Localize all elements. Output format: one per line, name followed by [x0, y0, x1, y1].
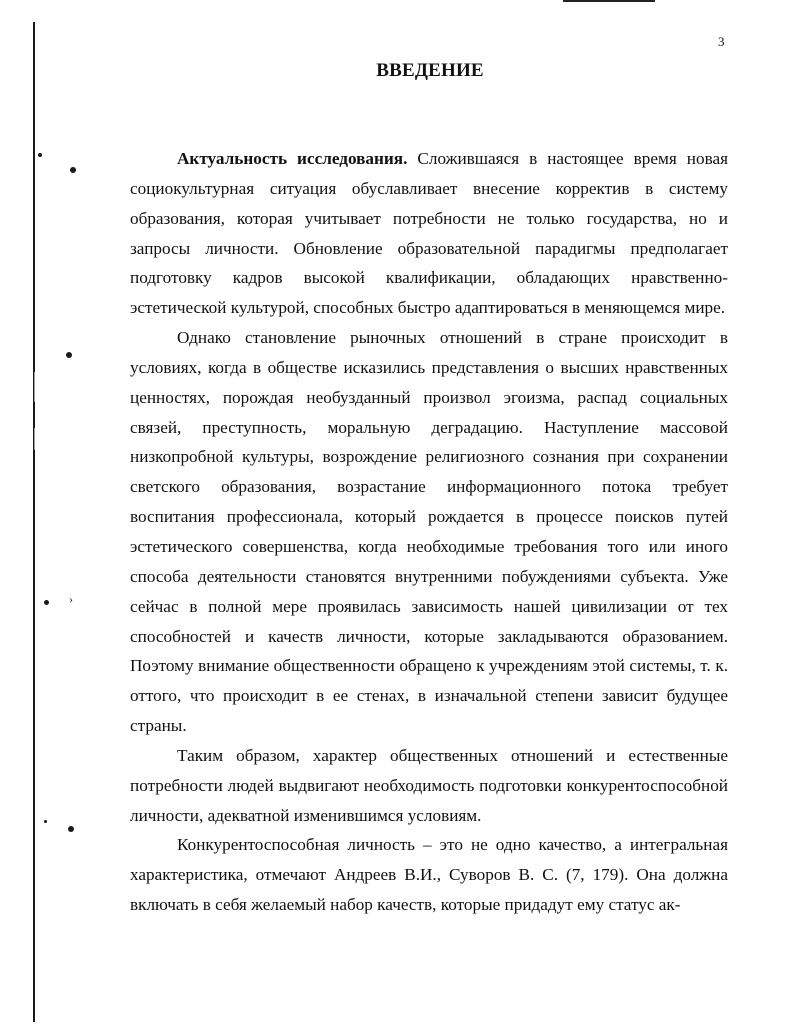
margin-dash — [34, 428, 35, 450]
scan-speck — [68, 826, 74, 832]
paragraph-text: Таким образом, характер общественных отношений и естественные потребности людей выдвигают необходимость подготовки конкурентоспособной личности, адекватной изменившимся условиям. — [130, 745, 728, 825]
scan-speck: › — [69, 592, 73, 606]
paragraph-lead: Актуальность исследования. — [177, 149, 408, 168]
scan-speck — [70, 167, 76, 173]
body-text — [130, 144, 728, 920]
scan-top-mark — [563, 0, 655, 2]
scan-speck — [38, 153, 42, 157]
paragraph-4 — [130, 830, 728, 920]
paragraph-text: Однако становление рыночных отношений в стране происходит в условиях, когда в обществе исказились представления о высших нравственных ценностях, порождая необузданный произвол эгоизма, распад социальных связей, преступность, моральную деградацию. Наступление массовой низкопробной культуры, возрождение религиозного сознания при сохранении светского образования, возрастание информационного потока требует воспитания профессионала, который рождается в процессе поисков путей эстетического совершенства, когда необходимые требования того или иного способа деятельности становятся внутренними побуждениями субъекта. Уже сейчас в полной мере проявилась зависимость нашей цивилизации от тех способностей и качеств личности, которые закладываются образованием. Поэтому внимание общественности обращено к учреждениям этой системы, т. к. оттого, что происходит в ее стенах, в изначальной степени зависит будущее страны. — [130, 328, 728, 736]
binding-margin-line — [33, 22, 35, 1022]
paragraph-text: Конкурентоспособная личность – это не одно качество, а интегральная характеристика, отмечают Андреев В.И., Суворов В. С. (7, 179). Она должна включать в себя желаемый набор качеств, которые придадут ему статус ак- — [130, 835, 728, 915]
scan-speck — [44, 600, 49, 605]
margin-dash — [34, 372, 35, 402]
paragraph-3 — [130, 741, 728, 831]
paragraph-text: Сложившаяся в настоящее время новая социокультурная ситуация обуславливает внесение корректив в систему образования, которая учитывает потребности не только государства, но и запросы личности. Обновление образовательной парадигмы предполагает подготовку кадров высокой квалификации, обладающих нравственно-эстетической культурой, способных быстро адаптироваться в меняющемся мире. — [130, 149, 728, 318]
paragraph-1 — [130, 144, 728, 323]
scan-speck — [44, 820, 47, 823]
paragraph-2 — [130, 323, 728, 741]
page-title: ВВЕДЕНИЕ — [376, 60, 484, 81]
scan-speck — [66, 352, 72, 358]
page-number: 3 — [718, 34, 725, 49]
